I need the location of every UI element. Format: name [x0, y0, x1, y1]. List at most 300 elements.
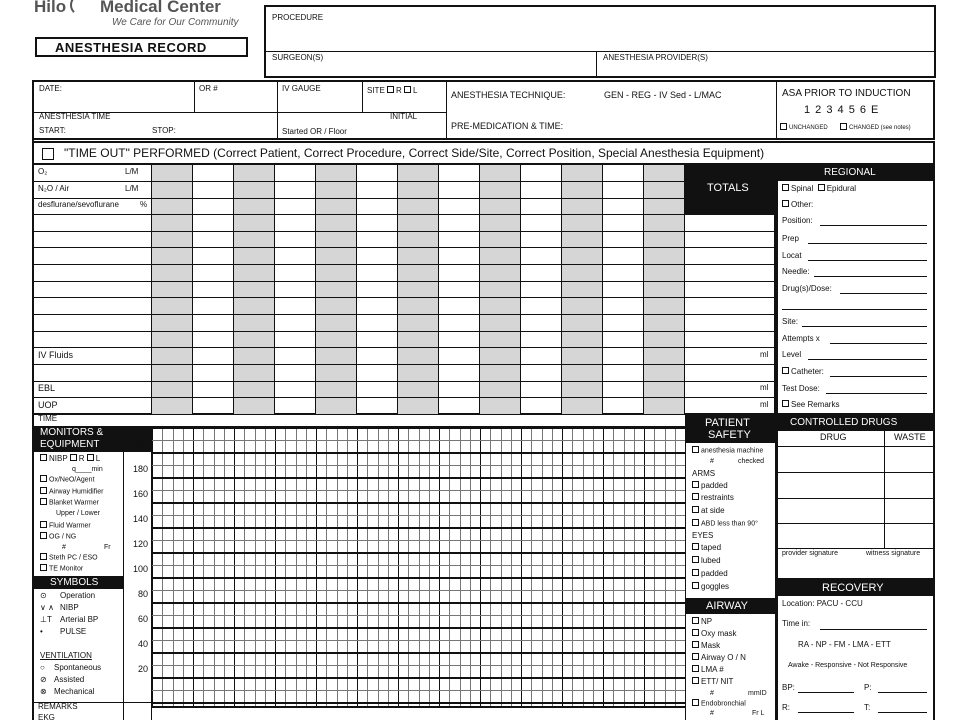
vitals-grid-hline	[152, 577, 685, 579]
padded-checkbox[interactable]	[692, 481, 699, 488]
controlled-title	[778, 415, 933, 431]
timeout-text: "TIME OUT" PERFORMED (Correct Patient, Correct Procedure, Correct Side/Site, Correct Position, Special Anesthesia Equipment)	[64, 146, 765, 160]
patient-safety-title-1: PATIENT	[705, 417, 750, 429]
recovery-time-in: Time in:	[782, 619, 811, 628]
ventilation-glyph-icon: ○	[40, 663, 45, 672]
padded-label: padded	[701, 481, 728, 490]
time-label: TIME	[38, 414, 58, 423]
eyes-label: EYES	[692, 531, 714, 540]
lma-number-mark: #	[719, 665, 724, 674]
locat-label: Locat	[782, 251, 802, 260]
controlled-col-divider	[884, 431, 885, 549]
stop-label: STOP:	[152, 126, 176, 135]
arms-label: ARMS	[692, 469, 716, 478]
info-v3	[362, 82, 363, 112]
scale-label: 200	[132, 439, 148, 449]
symbol-label: NIBP	[60, 603, 79, 612]
providers-label: ANESTHESIA PROVIDER(S)	[603, 53, 708, 62]
timeout-row	[32, 141, 935, 165]
surgeons-label: SURGEON(S)	[272, 53, 324, 62]
site-line[interactable]	[802, 326, 927, 327]
symbol-glyph-icon: ∨ ∧	[40, 603, 54, 612]
airway-on-label: Airway O / N	[701, 653, 746, 662]
attempts-label: Attempts x	[782, 334, 820, 343]
recovery-location: Location: PACU - CCU	[782, 599, 863, 608]
asa-numbers: 1 2 3 4 5 6 E	[804, 104, 880, 116]
ventilation-label-item: Mechanical	[54, 687, 95, 696]
gas-grid-column[interactable]	[316, 165, 357, 414]
ventilation-label-item: Assisted	[54, 675, 85, 684]
logo	[34, 0, 249, 34]
gas-grid-column[interactable]	[275, 165, 316, 414]
patient-safety-title	[686, 415, 775, 443]
nibp-row[interactable]	[40, 455, 123, 464]
gas-grid-column[interactable]	[234, 165, 275, 414]
site-r-checkbox[interactable]	[387, 86, 394, 93]
gas-grid-column[interactable]	[562, 165, 603, 414]
n2o-unit: L/M	[125, 184, 139, 193]
regional-panel	[776, 165, 935, 415]
mask-row[interactable]	[692, 642, 775, 651]
taped-row[interactable]	[692, 544, 775, 553]
restraints-checkbox[interactable]	[692, 493, 699, 500]
ventilation-row	[40, 664, 101, 673]
nibp-r-checkbox[interactable]	[70, 454, 77, 461]
airway-title-text: AIRWAY	[706, 600, 748, 612]
locat-line[interactable]	[808, 260, 927, 261]
symbol-row	[40, 616, 98, 625]
info-v2	[277, 82, 278, 138]
site-field[interactable]	[367, 87, 417, 96]
remarks-label: REMARKS	[38, 702, 78, 711]
fluid-warmer-label: Fluid Warmer	[49, 522, 91, 530]
scale-label: 100	[132, 564, 148, 574]
lma-label: LMA	[701, 665, 718, 674]
gas-grid-column[interactable]	[152, 165, 193, 414]
vitals-grid-hline	[152, 502, 685, 504]
airway-hum-label: Airway Humidifier	[49, 488, 104, 496]
blanket-checkbox[interactable]	[40, 498, 47, 505]
patient-safety-title-2: SAFETY	[708, 429, 751, 441]
controlled-row-3[interactable]	[778, 498, 933, 499]
gas-grid-column[interactable]	[193, 165, 234, 414]
og-ng-row[interactable]	[40, 533, 123, 541]
regional-title	[778, 165, 933, 181]
catheter-label: Catheter:	[791, 367, 824, 376]
position-line[interactable]	[820, 225, 927, 226]
airway-title	[686, 598, 775, 614]
ett-checkbox[interactable]	[692, 677, 699, 684]
unchanged-label: UNCHANGED	[789, 125, 828, 132]
controlled-row-1[interactable]	[778, 446, 933, 447]
changed-checkbox[interactable]	[840, 123, 847, 130]
drugs-line[interactable]	[840, 293, 927, 294]
symbol-glyph-icon: •	[40, 627, 43, 636]
lubed-label: lubed	[701, 556, 721, 565]
iv-fluids-label: IV Fluids	[38, 350, 74, 360]
see-remarks-row[interactable]	[782, 401, 933, 410]
scale-label: 40	[137, 639, 148, 649]
site-r-label: R	[396, 86, 402, 95]
see-remarks-label: See Remarks	[791, 400, 840, 409]
totals-label: TOTALS	[707, 182, 749, 194]
des-label: desflurane/sevoflurane	[38, 200, 119, 209]
monitors-title-2: EQUIPMENT	[40, 439, 100, 450]
vitals-grid-hline	[152, 452, 685, 454]
asa-unchanged[interactable]	[780, 124, 828, 132]
technique-label: ANESTHESIA TECHNIQUE:	[451, 90, 566, 100]
at-side-checkbox[interactable]	[692, 506, 699, 513]
drugs-line-2[interactable]	[782, 309, 927, 310]
gas-grid-column[interactable]	[439, 165, 480, 414]
te-monitor-label: TE Monitor	[49, 565, 84, 573]
vitals-grid-hline	[152, 515, 685, 516]
nibp-l-checkbox[interactable]	[87, 454, 94, 461]
padded2-label: padded	[701, 569, 728, 578]
at-side-label: at side	[701, 506, 725, 515]
time-in-line[interactable]	[820, 629, 927, 630]
see-remarks-checkbox[interactable]	[782, 400, 789, 407]
n2o-label: N₂O / Air	[38, 184, 70, 193]
endobronchial-row[interactable]	[692, 700, 775, 708]
steth-row[interactable]	[40, 554, 123, 562]
vitals-grid-hline	[152, 665, 685, 666]
gas-grid-column[interactable]	[521, 165, 562, 414]
vitals-grid-hline	[152, 490, 685, 491]
steth-checkbox[interactable]	[40, 553, 47, 560]
iv-ml-unit: ml	[760, 350, 769, 359]
gas-grid-column[interactable]	[644, 165, 685, 414]
scale-label: 140	[132, 514, 148, 524]
mask-checkbox[interactable]	[692, 641, 699, 648]
bp-line[interactable]	[798, 692, 854, 693]
restraints-label: restraints	[701, 493, 734, 502]
logo-tagline: We Care for Our Community	[112, 17, 239, 28]
gas-grid-column[interactable]	[480, 165, 521, 414]
gas-grid-column[interactable]	[398, 165, 439, 414]
ventilation-row	[40, 688, 94, 697]
np-row[interactable]	[692, 618, 775, 627]
regional-spinal-row[interactable]	[782, 185, 933, 194]
taped-checkbox[interactable]	[692, 543, 699, 550]
waste-col-header: WASTE	[894, 432, 926, 442]
site-l-label: L	[413, 86, 418, 95]
symbol-label: Arterial BP	[60, 615, 99, 624]
uop-label: UOP	[38, 400, 58, 410]
mmid-label: mmID	[748, 690, 767, 697]
endo-number-mark: #	[710, 710, 714, 717]
regional-title-text: REGIONAL	[824, 167, 876, 178]
spinal-label: Spinal	[791, 184, 814, 193]
needle-line[interactable]	[814, 276, 927, 277]
anesthesia-time-label: ANESTHESIA TIME	[39, 112, 111, 121]
airway-hum-checkbox[interactable]	[40, 487, 47, 494]
technique-options: GEN - REG - IV Sed - L/MAC	[604, 90, 722, 100]
recovery-t: T:	[864, 703, 871, 712]
gas-grid-column[interactable]	[357, 165, 398, 414]
epidural-checkbox[interactable]	[818, 184, 825, 191]
changed-label: CHANGED (see notes)	[849, 125, 911, 132]
r-line[interactable]	[798, 712, 854, 713]
goggles-checkbox[interactable]	[692, 582, 699, 589]
og-fr-label: Fr	[104, 544, 111, 551]
abd-row[interactable]	[692, 520, 775, 528]
site-label: SITE	[367, 86, 385, 95]
info-v5	[776, 82, 777, 138]
recovery-r: R:	[782, 703, 790, 712]
started-or-label: Started OR / Floor	[282, 127, 347, 136]
logo-word-hilo: Hilo	[34, 0, 67, 16]
ventilation-row	[40, 676, 84, 685]
te-monitor-row[interactable]	[40, 565, 123, 573]
provider-signature-label: provider signature	[782, 550, 839, 557]
te-monitor-checkbox[interactable]	[40, 564, 47, 571]
padded2-checkbox[interactable]	[692, 569, 699, 576]
vitals-grid-hline	[152, 627, 685, 629]
vitals-grid-hline	[152, 702, 685, 704]
position-label: Position:	[782, 216, 813, 225]
remarks-strip[interactable]	[152, 706, 685, 720]
other-checkbox[interactable]	[782, 200, 789, 207]
symbol-row	[40, 592, 95, 601]
scale-label: 160	[132, 489, 148, 499]
recovery-status: Awake - Responsive - Not Responsive	[788, 662, 908, 669]
controlled-title-text: CONTROLLED DRUGS	[790, 417, 898, 428]
recovery-title-text: RECOVERY	[822, 582, 884, 594]
airway-on-checkbox[interactable]	[692, 653, 699, 660]
vitals-grid-hline	[152, 640, 685, 641]
vitals-grid-hline	[152, 565, 685, 566]
prep-line[interactable]	[808, 243, 927, 244]
date-label: DATE:	[39, 84, 62, 93]
vitals-grid-hline	[152, 427, 685, 429]
taped-label: taped	[701, 543, 722, 552]
form-title-text: ANESTHESIA RECORD	[55, 40, 207, 55]
prep-label: Prep	[782, 234, 799, 243]
controlled-row-4[interactable]	[778, 523, 933, 524]
lma-row[interactable]	[692, 666, 775, 675]
vitals-grid-hline	[152, 590, 685, 591]
catheter-checkbox[interactable]	[782, 367, 789, 374]
unchanged-checkbox[interactable]	[780, 123, 787, 130]
form-title	[35, 37, 248, 57]
fr-l-label: Fr L	[752, 710, 765, 717]
ett-row[interactable]	[692, 678, 775, 687]
endobronchial-label: Endobronchial	[701, 700, 746, 708]
iv-gauge-label: IV GAUGE	[282, 84, 321, 93]
symbol-label: Operation	[60, 591, 96, 600]
vitals-grid-hline	[152, 615, 685, 616]
page-left-border	[32, 80, 34, 720]
other-label: Other:	[791, 200, 814, 209]
drug-col-header: DRUG	[820, 432, 847, 442]
padded2-row[interactable]	[692, 570, 775, 579]
ventilation-label-item: Spontaneous	[54, 663, 102, 672]
totals-header	[685, 165, 776, 215]
scale-label: 20	[137, 664, 148, 674]
at-side-row[interactable]	[692, 507, 775, 516]
endobronchial-checkbox[interactable]	[692, 699, 699, 706]
checked-label: checked	[738, 458, 765, 465]
scale-label: 60	[137, 614, 148, 624]
fluid-warmer-checkbox[interactable]	[40, 521, 47, 528]
controlled-row-5[interactable]	[778, 548, 933, 549]
mask-label: Mask	[701, 641, 721, 650]
steth-label: Steth PC / ESO	[49, 554, 98, 562]
oxy-label: Ox/NeO/Agent	[49, 476, 95, 484]
needle-label: Needle:	[782, 267, 810, 276]
lma-checkbox[interactable]	[692, 665, 699, 672]
epidural-label: Epidural	[826, 184, 857, 193]
o2-label: O₂	[38, 167, 48, 176]
attempts-line[interactable]	[830, 343, 927, 344]
uop-ml-unit: ml	[760, 400, 769, 409]
scale-label: 80	[137, 589, 148, 599]
goggles-row[interactable]	[692, 583, 775, 592]
regional-other-row[interactable]	[782, 201, 933, 210]
vitals-grid-hline	[152, 652, 685, 654]
symbol-row	[40, 604, 79, 613]
nibp-r-label: R	[78, 454, 85, 463]
symbol-label: PULSE	[60, 627, 87, 636]
surgeon-divider	[596, 51, 597, 76]
gas-label-column	[34, 165, 152, 415]
goggles-label: goggles	[701, 582, 730, 591]
airway-panel	[685, 598, 776, 720]
recovery-p: P:	[864, 683, 872, 692]
recovery-panel	[776, 580, 935, 720]
oxymask-row[interactable]	[692, 630, 775, 639]
info-v1	[194, 82, 195, 112]
logo-word-medical-center: Medical Center	[100, 0, 221, 16]
vitals-grid-hline	[152, 552, 685, 554]
blanket-row[interactable]	[40, 499, 123, 507]
initial-label: INITIAL	[390, 112, 418, 121]
level-line[interactable]	[808, 359, 927, 360]
np-label: NP	[701, 617, 713, 626]
oxy-checkbox[interactable]	[40, 475, 47, 482]
blanket-label: Blanket Warmer	[49, 499, 99, 507]
ebl-label: EBL	[38, 383, 56, 393]
controlled-row-2[interactable]	[778, 472, 933, 473]
t-line[interactable]	[878, 712, 927, 713]
timeout-checkbox[interactable]	[42, 148, 54, 160]
np-checkbox[interactable]	[692, 617, 699, 624]
ventilation-glyph-icon: ⊘	[40, 675, 47, 684]
logo-swoosh-icon	[70, 0, 92, 16]
test-dose-label: Test Dose:	[782, 384, 820, 393]
oxy-row[interactable]	[40, 476, 123, 484]
scale-label: 120	[132, 539, 148, 549]
symbol-row	[40, 628, 86, 637]
catheter-line[interactable]	[830, 376, 927, 377]
or-label: OR #	[199, 84, 218, 93]
ett-label: ETT/ NIT	[701, 677, 734, 686]
p-line[interactable]	[878, 692, 927, 693]
header-frame	[264, 5, 936, 78]
gas-grid[interactable]	[152, 165, 685, 414]
recovery-bp: BP:	[782, 683, 795, 692]
monitors-title-1: MONITORS &	[40, 427, 104, 438]
ebl-ml-unit: ml	[760, 383, 769, 392]
ekg-label: EKG	[38, 713, 55, 720]
asa-changed[interactable]	[840, 124, 911, 132]
patient-safety-panel	[685, 415, 776, 598]
fluid-warmer-row[interactable]	[40, 522, 123, 530]
airway-hum-row[interactable]	[40, 488, 123, 496]
vitals-scale	[124, 426, 152, 720]
info-frame	[32, 80, 935, 140]
anesthesia-machine-checkbox[interactable]	[692, 446, 699, 453]
vitals-grid-hline	[152, 440, 685, 441]
q-min-label: q____min	[72, 466, 103, 473]
restraints-row[interactable]	[692, 494, 775, 503]
premed-label: PRE-MEDICATION & TIME:	[451, 121, 564, 131]
vitals-grid-hline	[152, 602, 685, 604]
lubed-row[interactable]	[692, 557, 775, 566]
test-dose-line[interactable]	[826, 393, 927, 394]
controlled-drugs-panel	[776, 415, 935, 580]
start-label: START:	[39, 126, 66, 135]
symbols-title-text: SYMBOLS	[50, 577, 99, 588]
symbols-title	[34, 576, 123, 589]
drugs-dose-label: Drug(s)/Dose:	[782, 284, 832, 293]
info-v4	[446, 82, 447, 138]
abd-checkbox[interactable]	[692, 519, 699, 526]
upper-lower-label: Upper / Lower	[56, 510, 100, 517]
witness-signature-label: witness signature	[866, 550, 921, 557]
level-label: Level	[782, 350, 802, 359]
des-unit: %	[140, 200, 148, 209]
vitals-grid-hline	[152, 677, 685, 679]
gas-grid-column[interactable]	[603, 165, 644, 414]
airway-on-row[interactable]	[692, 654, 775, 663]
monitors-panel	[32, 426, 124, 720]
asa-title: ASA PRIOR TO INDUCTION	[782, 88, 911, 99]
og-ng-label: OG / NG	[49, 533, 77, 541]
vitals-grid-hline	[152, 527, 685, 529]
scale-label: 180	[132, 464, 148, 474]
vitals-grid[interactable]	[152, 426, 685, 706]
procedure-divider	[266, 51, 934, 52]
ventilation-label: VENTILATION	[40, 651, 92, 660]
recovery-title	[778, 580, 933, 596]
site-l-checkbox[interactable]	[404, 86, 411, 93]
nibp-l-label: L	[95, 454, 101, 463]
og-ng-checkbox[interactable]	[40, 532, 47, 539]
vitals-grid-hline	[152, 690, 685, 691]
ett-number-mark: #	[710, 690, 714, 697]
anesthesia-machine-label: anesthesia machine	[701, 447, 764, 455]
site-label-regional: Site:	[782, 317, 799, 326]
anesthesia-machine-row[interactable]	[692, 447, 775, 455]
nibp-checkbox[interactable]	[40, 454, 47, 461]
abd-label: ABD less than 90°	[701, 520, 758, 528]
procedure-label: PROCEDURE	[272, 13, 324, 22]
symbol-glyph-icon: ⊙	[40, 591, 47, 600]
padded-row[interactable]	[692, 482, 775, 491]
o2-unit: L/M	[125, 167, 139, 176]
recovery-modes: RA - NP - FM - LMA - ETT	[798, 640, 891, 649]
lubed-checkbox[interactable]	[692, 556, 699, 563]
oxymask-checkbox[interactable]	[692, 629, 699, 636]
ventilation-glyph-icon: ⊗	[40, 687, 47, 696]
nibp-label: NIBP	[49, 454, 68, 463]
vitals-grid-hline	[152, 477, 685, 479]
og-number-mark: #	[62, 544, 66, 551]
checked-prefix: #	[710, 458, 714, 465]
spinal-checkbox[interactable]	[782, 184, 789, 191]
